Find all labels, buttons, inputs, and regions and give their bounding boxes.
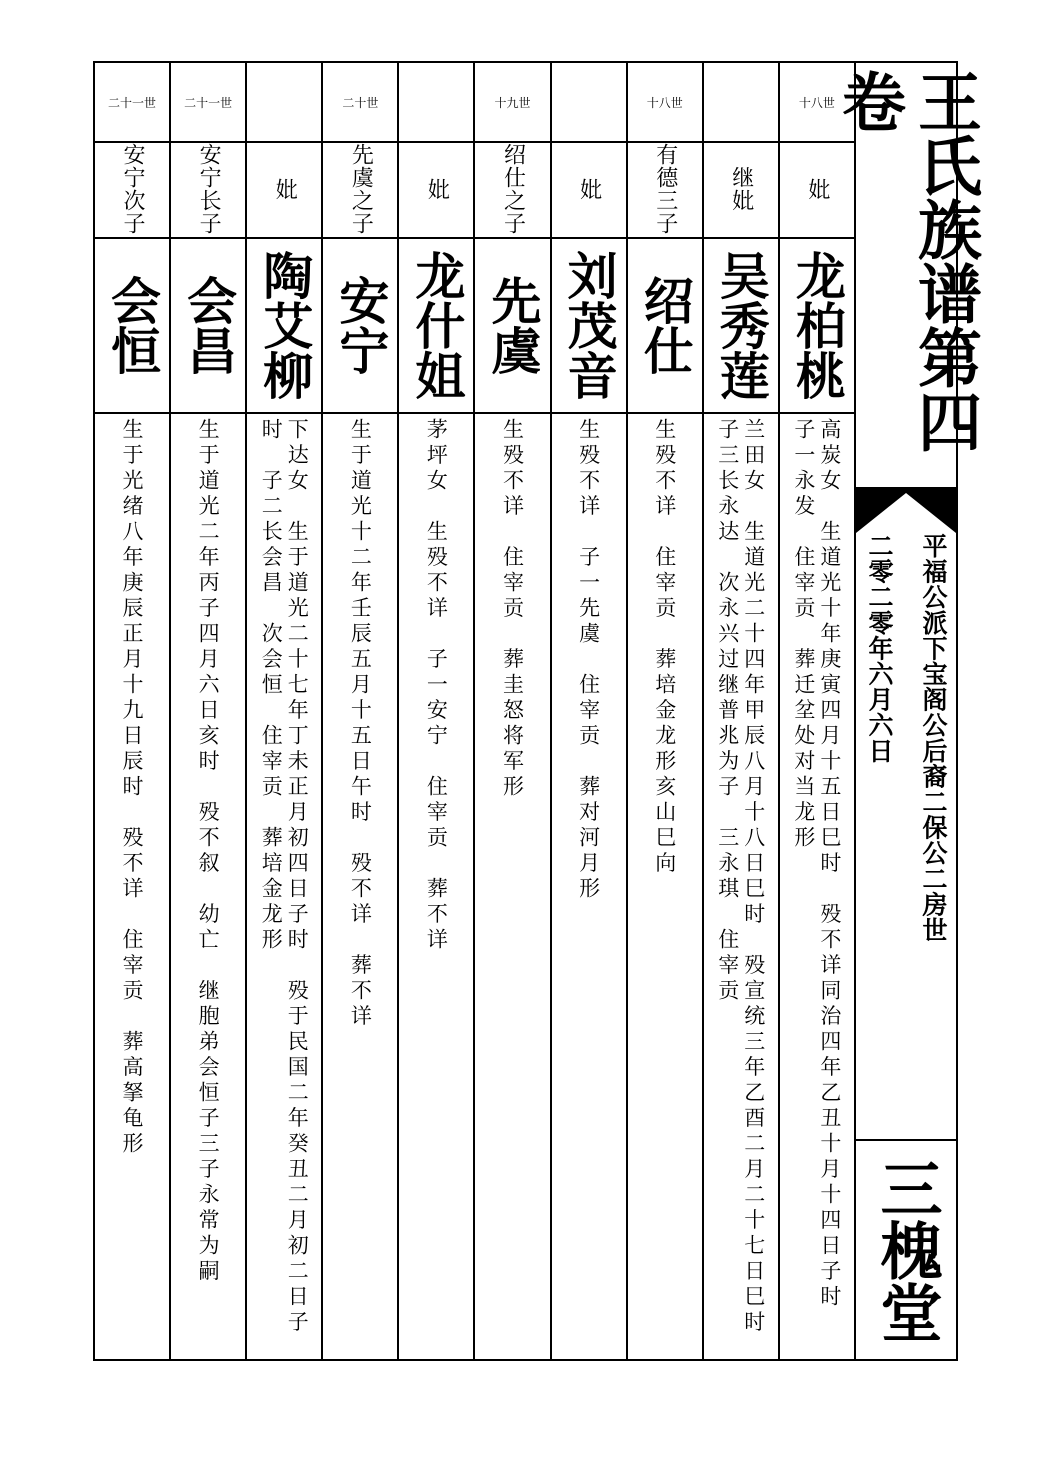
person-name: 陶艾柳 — [255, 249, 314, 400]
relation-label: 有德三子 — [652, 143, 678, 235]
relation-label: 继妣 — [728, 166, 754, 212]
date-subtitle: 二零二零年六月六日 — [865, 533, 894, 764]
genealogy-page — [93, 61, 981, 1362]
generation-label: 十九世 — [494, 95, 531, 110]
person-name: 龙柏桃 — [787, 249, 846, 400]
generation-label: 二十世 — [342, 95, 379, 110]
lineage-subtitle: 平福公派下宝阁公后裔二保公二房世 — [919, 533, 948, 943]
entry-column — [399, 63, 475, 1359]
person-name: 会昌 — [179, 274, 238, 375]
person-name: 绍仕 — [635, 274, 694, 375]
biography-text: 兰田女 生道光二十四年甲辰八月十八日巳时 殁宣统三年乙酉二月二十七日巳时 子三长永达 次永兴过继普兆为子 三永琪 住宰贡 — [715, 418, 766, 1362]
entry-column — [704, 63, 780, 1362]
entry-column — [247, 63, 323, 1359]
person-name: 安宁 — [331, 274, 390, 375]
entry-column — [475, 63, 551, 1359]
biography-text: 生殁不详 住宰贡 葬圭怒将军形 — [500, 418, 525, 801]
relation-label: 妣 — [424, 177, 450, 201]
person-name: 刘茂音 — [559, 249, 618, 400]
relation-label: 先虞之子 — [348, 143, 374, 235]
generation-label: 二十一世 — [184, 95, 233, 110]
relation-label: 妣 — [272, 177, 298, 201]
fish-tail-ornament — [856, 489, 956, 533]
relation-label: 安宁长子 — [196, 143, 222, 235]
biography-text: 生于道光二年丙子四月六日亥时 殁不叙 幼亡 继胞弟会恒子三子永常为嗣 — [196, 418, 221, 1285]
relation-label: 妣 — [576, 177, 602, 201]
person-name: 龙什姐 — [407, 249, 466, 400]
biography-text: 生殁不详 住宰贡 葬培金龙形亥山巳向 — [652, 418, 677, 877]
person-name: 会恒 — [103, 274, 162, 375]
hall-name: 三槐堂 — [870, 1157, 943, 1343]
biography-text: 生于光绪八年庚辰正月十九日辰时 殁不详 住宰贡 葬高拏龟形 — [120, 418, 145, 1158]
generation-label: 二十一世 — [108, 95, 157, 110]
relation-label: 绍仕之子 — [500, 143, 526, 235]
generation-label: 十八世 — [646, 95, 683, 110]
genealogy-grid — [95, 63, 856, 1362]
person-name: 吴秀莲 — [711, 249, 770, 400]
biography-text: 高炭女 生道光十年庚寅四月十五日巳时 殁不详同治四年乙丑十月十四日子时 子一永发 住宰贡 葬迁坌处对当龙形 — [791, 418, 842, 1336]
biography-text: 生于道光十二年壬辰五月十五日午时 殁不详 葬不详 — [348, 418, 373, 1030]
entry-column — [552, 63, 628, 1359]
entry-column — [95, 63, 171, 1359]
title-panel — [831, 63, 981, 1359]
generation-label: 十八世 — [798, 95, 835, 110]
relation-label: 安宁次子 — [120, 143, 146, 235]
book-title: 王氏族谱第四卷 — [831, 69, 981, 453]
biography-text: 下达女 生于道光二十七年丁未正月初四日子时 殁于民国二年癸丑二月初二日子时 子二长会昌 次会恒 住宰贡 葬培金龙形 — [259, 418, 310, 1336]
entry-column — [171, 63, 247, 1359]
entry-column — [628, 63, 704, 1359]
entry-column — [323, 63, 399, 1359]
relation-label: 妣 — [804, 177, 830, 201]
biography-text: 茅坪女 生殁不详 子一安宁 住宰贡 葬不详 — [424, 418, 449, 954]
biography-text: 生殁不详 子一先虞 住宰贡 葬对河月形 — [576, 418, 601, 903]
person-name: 先虞 — [483, 274, 542, 375]
